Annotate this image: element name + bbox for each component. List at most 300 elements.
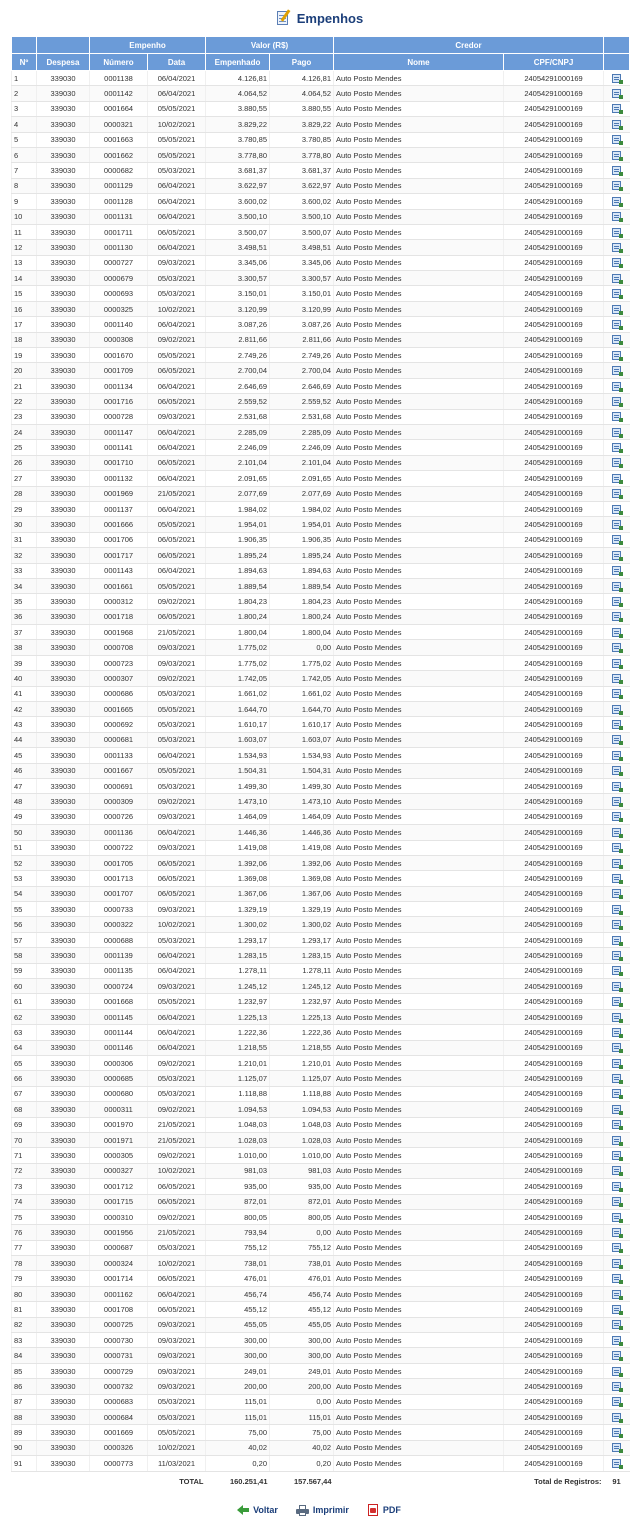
cell-action[interactable] (604, 1394, 630, 1409)
cell-action[interactable] (604, 332, 630, 347)
table-row (12, 240, 630, 255)
cell-action[interactable] (604, 578, 630, 593)
cell-action[interactable] (604, 301, 630, 316)
document-view-icon[interactable] (611, 981, 623, 992)
cell-numero: 0001133 (90, 748, 148, 763)
document-view-icon[interactable] (611, 442, 623, 453)
document-view-icon[interactable] (611, 704, 623, 715)
cell-action[interactable] (604, 1086, 630, 1101)
cell-data: 05/05/2021 (148, 702, 206, 717)
cell-action[interactable] (604, 778, 630, 793)
cell-action[interactable] (604, 1025, 630, 1040)
document-view-icon[interactable] (611, 858, 623, 869)
cell-cpf: 24054291000169 (504, 1132, 604, 1147)
cell-nome: Auto Posto Mendes (334, 1056, 504, 1071)
cell-empenhado: 1.499,30 (206, 778, 270, 793)
document-view-icon[interactable] (611, 1073, 623, 1084)
document-view-icon[interactable] (611, 319, 623, 330)
cell-n: 76 (12, 1225, 37, 1240)
cell-action[interactable] (604, 871, 630, 886)
document-view-icon[interactable] (611, 919, 623, 930)
cell-action[interactable] (604, 1440, 630, 1455)
cell-action[interactable] (604, 1333, 630, 1348)
cell-action[interactable] (604, 1271, 630, 1286)
cell-despesa: 339030 (37, 394, 90, 409)
cell-pago: 3.345,06 (270, 255, 334, 270)
cell-pago: 1.218,55 (270, 1040, 334, 1055)
cell-action[interactable] (604, 840, 630, 855)
cell-cpf: 24054291000169 (504, 763, 604, 778)
cell-nome: Auto Posto Mendes (334, 748, 504, 763)
cell-action[interactable] (604, 763, 630, 778)
cell-despesa: 339030 (37, 609, 90, 624)
cell-action[interactable] (604, 1240, 630, 1255)
document-view-icon[interactable] (611, 1289, 623, 1300)
cell-n: 56 (12, 917, 37, 932)
cell-empenhado: 4.064,52 (206, 86, 270, 101)
document-view-icon[interactable] (611, 1042, 623, 1053)
cell-action[interactable] (604, 1363, 630, 1378)
cell-numero: 0001136 (90, 825, 148, 840)
cell-action[interactable] (604, 809, 630, 824)
cell-despesa: 339030 (37, 71, 90, 86)
document-view-icon[interactable] (611, 150, 623, 161)
cell-n: 58 (12, 948, 37, 963)
table-row (12, 71, 630, 86)
document-view-icon[interactable] (611, 565, 623, 576)
document-view-icon[interactable] (611, 1104, 623, 1115)
document-view-icon[interactable] (611, 1366, 623, 1377)
document-view-icon[interactable] (611, 1181, 623, 1192)
cell-action[interactable] (604, 517, 630, 532)
table-row (12, 917, 630, 932)
cell-action[interactable] (604, 178, 630, 193)
document-view-icon[interactable] (611, 381, 623, 392)
cell-action[interactable] (604, 1209, 630, 1224)
cell-numero: 0001140 (90, 317, 148, 332)
document-view-icon[interactable] (611, 519, 623, 530)
document-view-icon[interactable] (611, 242, 623, 253)
table-row (12, 825, 630, 840)
cell-action[interactable] (604, 686, 630, 701)
cell-cpf: 24054291000169 (504, 855, 604, 870)
cell-action[interactable] (604, 1040, 630, 1055)
cell-action[interactable] (604, 271, 630, 286)
document-view-icon[interactable] (611, 642, 623, 653)
document-view-icon[interactable] (611, 427, 623, 438)
cell-action[interactable] (604, 932, 630, 947)
cell-despesa: 339030 (37, 794, 90, 809)
cell-n: 19 (12, 348, 37, 363)
cell-despesa: 339030 (37, 1302, 90, 1317)
cell-empenhado: 1.283,15 (206, 948, 270, 963)
cell-action[interactable] (604, 948, 630, 963)
cell-action[interactable] (604, 286, 630, 301)
cell-action[interactable] (604, 1117, 630, 1132)
cell-pago: 2.091,65 (270, 471, 334, 486)
cell-n: 72 (12, 1163, 37, 1178)
cell-action[interactable] (604, 224, 630, 239)
cell-data: 09/02/2021 (148, 594, 206, 609)
document-view-icon[interactable] (611, 1027, 623, 1038)
cell-action[interactable] (604, 455, 630, 470)
cell-numero: 0001709 (90, 363, 148, 378)
document-view-icon[interactable] (611, 350, 623, 361)
cell-action[interactable] (604, 1425, 630, 1440)
cell-numero: 0001971 (90, 1132, 148, 1147)
table-row (12, 1363, 630, 1378)
cell-action[interactable] (604, 378, 630, 393)
document-view-icon[interactable] (611, 73, 623, 84)
table-row (12, 1240, 630, 1255)
document-view-icon[interactable] (611, 1442, 623, 1453)
document-view-icon[interactable] (611, 827, 623, 838)
table-row (12, 286, 630, 301)
cell-action[interactable] (604, 1409, 630, 1424)
cell-action[interactable] (604, 1148, 630, 1163)
document-view-icon[interactable] (611, 1135, 623, 1146)
cell-cpf: 24054291000169 (504, 532, 604, 547)
document-view-icon[interactable] (611, 134, 623, 145)
table-row (12, 1209, 630, 1224)
cell-action[interactable] (604, 194, 630, 209)
cell-action[interactable] (604, 532, 630, 547)
cell-pago: 2.285,09 (270, 424, 334, 439)
document-view-icon[interactable] (611, 719, 623, 730)
cell-nome: Auto Posto Mendes (334, 840, 504, 855)
cell-action[interactable] (604, 1132, 630, 1147)
document-view-icon[interactable] (611, 103, 623, 114)
cell-numero: 0001710 (90, 455, 148, 470)
document-view-icon[interactable] (611, 334, 623, 345)
cell-despesa: 339030 (37, 471, 90, 486)
cell-numero: 0000724 (90, 979, 148, 994)
cell-nome: Auto Posto Mendes (334, 117, 504, 132)
cell-action[interactable] (604, 855, 630, 870)
cell-action[interactable] (604, 501, 630, 516)
cell-data: 09/02/2021 (148, 1102, 206, 1117)
cell-action[interactable] (604, 132, 630, 147)
cell-data: 05/05/2021 (148, 994, 206, 1009)
cell-numero: 0000321 (90, 117, 148, 132)
document-view-icon[interactable] (611, 457, 623, 468)
cell-data: 05/03/2021 (148, 932, 206, 947)
cell-nome: Auto Posto Mendes (334, 1194, 504, 1209)
document-view-icon[interactable] (611, 1150, 623, 1161)
cell-numero: 0001662 (90, 147, 148, 162)
cell-action[interactable] (604, 640, 630, 655)
cell-action[interactable] (604, 979, 630, 994)
cell-action[interactable] (604, 255, 630, 270)
cell-action[interactable] (604, 409, 630, 424)
cell-action[interactable] (604, 1163, 630, 1178)
cell-action[interactable] (604, 594, 630, 609)
document-view-icon[interactable] (611, 196, 623, 207)
cell-action[interactable] (604, 240, 630, 255)
document-view-icon[interactable] (611, 1058, 623, 1069)
cell-data: 09/03/2021 (148, 979, 206, 994)
document-view-icon[interactable] (611, 1412, 623, 1423)
cell-numero: 0000324 (90, 1256, 148, 1271)
document-view-icon[interactable] (611, 1258, 623, 1269)
document-view-icon[interactable] (611, 688, 623, 699)
cell-action[interactable] (604, 424, 630, 439)
cell-numero: 0001130 (90, 240, 148, 255)
cell-nome: Auto Posto Mendes (334, 71, 504, 86)
document-view-icon[interactable] (611, 257, 623, 268)
cell-nome: Auto Posto Mendes (334, 532, 504, 547)
cell-action[interactable] (604, 1071, 630, 1086)
cell-action[interactable] (604, 671, 630, 686)
document-view-icon[interactable] (611, 781, 623, 792)
document-view-icon[interactable] (611, 1396, 623, 1407)
cell-cpf: 24054291000169 (504, 486, 604, 501)
document-view-icon[interactable] (611, 1319, 623, 1330)
cell-empenhado: 1.367,06 (206, 886, 270, 901)
cell-numero: 0000311 (90, 1102, 148, 1117)
cell-action[interactable] (604, 1302, 630, 1317)
cell-nome: Auto Posto Mendes (334, 440, 504, 455)
document-view-icon[interactable] (611, 550, 623, 561)
document-view-icon[interactable] (611, 504, 623, 515)
table-row (12, 501, 630, 516)
document-view-icon[interactable] (611, 596, 623, 607)
cell-despesa: 339030 (37, 578, 90, 593)
cell-pago: 1.446,36 (270, 825, 334, 840)
cell-numero: 0001132 (90, 471, 148, 486)
cell-action[interactable] (604, 1102, 630, 1117)
document-view-icon[interactable] (611, 581, 623, 592)
cell-despesa: 339030 (37, 886, 90, 901)
cell-pago: 1.800,24 (270, 609, 334, 624)
document-view-icon[interactable] (611, 119, 623, 130)
cell-action[interactable] (604, 917, 630, 932)
cell-despesa: 339030 (37, 194, 90, 209)
cell-n: 20 (12, 363, 37, 378)
document-view-icon[interactable] (611, 842, 623, 853)
cell-data: 05/05/2021 (148, 578, 206, 593)
document-view-icon[interactable] (611, 488, 623, 499)
document-view-icon[interactable] (611, 180, 623, 191)
cell-action[interactable] (604, 717, 630, 732)
cell-action[interactable] (604, 748, 630, 763)
cell-action[interactable] (604, 1256, 630, 1271)
cell-cpf: 24054291000169 (504, 640, 604, 655)
document-view-icon[interactable] (611, 627, 623, 638)
cell-n: 37 (12, 625, 37, 640)
cell-empenhado: 40,02 (206, 1440, 270, 1455)
document-view-icon[interactable] (611, 965, 623, 976)
document-view-icon[interactable] (611, 211, 623, 222)
document-view-icon[interactable] (611, 473, 623, 484)
document-view-icon[interactable] (611, 1165, 623, 1176)
document-view-icon[interactable] (611, 1212, 623, 1223)
document-view-icon[interactable] (611, 1012, 623, 1023)
cell-n: 3 (12, 101, 37, 116)
cell-pago: 1.048,03 (270, 1117, 334, 1132)
cell-action[interactable] (604, 1056, 630, 1071)
table-row (12, 1333, 630, 1348)
cell-nome: Auto Posto Mendes (334, 317, 504, 332)
print-button[interactable] (296, 1505, 349, 1516)
cell-despesa: 339030 (37, 994, 90, 1009)
cell-action[interactable] (604, 1194, 630, 1209)
cell-despesa: 339030 (37, 902, 90, 917)
cell-despesa: 339030 (37, 1179, 90, 1194)
document-view-icon[interactable] (611, 904, 623, 915)
document-view-icon[interactable] (611, 1273, 623, 1284)
cell-pago: 1.118,88 (270, 1086, 334, 1101)
cell-action[interactable] (604, 163, 630, 178)
cell-action[interactable] (604, 655, 630, 670)
cell-action[interactable] (604, 117, 630, 132)
cell-nome: Auto Posto Mendes (334, 1071, 504, 1086)
document-view-icon[interactable] (611, 1242, 623, 1253)
cell-cpf: 24054291000169 (504, 163, 604, 178)
cell-action[interactable] (604, 625, 630, 640)
cell-action[interactable] (604, 317, 630, 332)
cell-data: 05/03/2021 (148, 778, 206, 793)
cell-action[interactable] (604, 471, 630, 486)
document-view-icon[interactable] (611, 996, 623, 1007)
cell-empenhado: 1.889,54 (206, 578, 270, 593)
cell-numero: 0000725 (90, 1317, 148, 1332)
cell-action[interactable] (604, 825, 630, 840)
cell-despesa: 339030 (37, 132, 90, 147)
cell-numero: 0001143 (90, 563, 148, 578)
document-view-icon[interactable] (611, 1196, 623, 1207)
cell-despesa: 339030 (37, 1256, 90, 1271)
document-view-icon[interactable] (611, 1227, 623, 1238)
cell-action[interactable] (604, 147, 630, 162)
cell-empenhado: 1.742,05 (206, 671, 270, 686)
cell-action[interactable] (604, 394, 630, 409)
table-row (12, 363, 630, 378)
cell-numero: 0000708 (90, 640, 148, 655)
cell-numero: 0000322 (90, 917, 148, 932)
cell-action[interactable] (604, 563, 630, 578)
table-row (12, 1302, 630, 1317)
document-view-icon[interactable] (611, 165, 623, 176)
cell-empenhado: 3.600,02 (206, 194, 270, 209)
document-view-icon[interactable] (611, 734, 623, 745)
document-view-icon[interactable] (611, 1458, 623, 1469)
cell-action[interactable] (604, 794, 630, 809)
cell-action[interactable] (604, 1456, 630, 1471)
cell-empenhado: 3.300,57 (206, 271, 270, 286)
cell-action[interactable] (604, 1179, 630, 1194)
cell-empenhado: 1.906,35 (206, 532, 270, 547)
cell-action[interactable] (604, 963, 630, 978)
cell-action[interactable] (604, 486, 630, 501)
document-view-icon[interactable] (611, 1088, 623, 1099)
cell-action[interactable] (604, 101, 630, 116)
document-view-icon[interactable] (611, 88, 623, 99)
cell-action[interactable] (604, 1348, 630, 1363)
cell-despesa: 339030 (37, 763, 90, 778)
document-view-icon[interactable] (611, 411, 623, 422)
document-view-icon[interactable] (611, 396, 623, 407)
cell-action[interactable] (604, 209, 630, 224)
print-label: Imprimir (312, 1505, 349, 1516)
cell-action[interactable] (604, 702, 630, 717)
document-view-icon[interactable] (611, 1427, 623, 1438)
cell-action[interactable] (604, 71, 630, 86)
cell-action[interactable] (604, 1225, 630, 1240)
cell-nome: Auto Posto Mendes (334, 1394, 504, 1409)
document-view-icon[interactable] (611, 950, 623, 961)
cell-numero: 0001668 (90, 994, 148, 1009)
cell-numero: 0001139 (90, 948, 148, 963)
cell-cpf: 24054291000169 (504, 394, 604, 409)
cell-pago: 3.498,51 (270, 240, 334, 255)
document-view-icon[interactable] (611, 873, 623, 884)
document-view-icon[interactable] (611, 1335, 623, 1346)
table-row (12, 702, 630, 717)
document-view-icon[interactable] (611, 611, 623, 622)
document-view-icon[interactable] (611, 304, 623, 315)
document-view-icon[interactable] (611, 796, 623, 807)
cell-action[interactable] (604, 1379, 630, 1394)
document-view-icon[interactable] (611, 365, 623, 376)
cell-numero: 0000723 (90, 655, 148, 670)
pdf-icon (367, 1504, 379, 1516)
table-row (12, 255, 630, 270)
back-button[interactable] (237, 1505, 278, 1515)
cell-cpf: 24054291000169 (504, 101, 604, 116)
document-view-icon[interactable] (611, 658, 623, 669)
cell-data: 09/03/2021 (148, 1379, 206, 1394)
cell-action[interactable] (604, 609, 630, 624)
cell-action[interactable] (604, 902, 630, 917)
document-view-icon[interactable] (611, 288, 623, 299)
cell-action[interactable] (604, 363, 630, 378)
document-view-icon[interactable] (611, 935, 623, 946)
document-view-icon[interactable] (611, 1119, 623, 1130)
cell-action[interactable] (604, 440, 630, 455)
document-view-icon[interactable] (611, 227, 623, 238)
cell-nome: Auto Posto Mendes (334, 1440, 504, 1455)
cell-action[interactable] (604, 886, 630, 901)
cell-action[interactable] (604, 1009, 630, 1024)
table-row (12, 548, 630, 563)
cell-data: 21/05/2021 (148, 1132, 206, 1147)
cell-numero: 0001146 (90, 1040, 148, 1055)
cell-empenhado: 1.610,17 (206, 717, 270, 732)
cell-numero: 0000682 (90, 163, 148, 178)
cell-action[interactable] (604, 1317, 630, 1332)
cell-nome: Auto Posto Mendes (334, 209, 504, 224)
document-view-icon[interactable] (611, 811, 623, 822)
cell-action[interactable] (604, 1286, 630, 1301)
document-view-icon[interactable] (611, 534, 623, 545)
document-view-icon[interactable] (611, 765, 623, 776)
cell-action[interactable] (604, 548, 630, 563)
cell-action[interactable] (604, 86, 630, 101)
document-view-icon[interactable] (611, 888, 623, 899)
cell-action[interactable] (604, 348, 630, 363)
document-view-icon[interactable] (611, 750, 623, 761)
document-view-icon[interactable] (611, 1350, 623, 1361)
pdf-button[interactable] (367, 1504, 401, 1516)
document-view-icon[interactable] (611, 1381, 623, 1392)
document-view-icon[interactable] (611, 1304, 623, 1315)
cell-action[interactable] (604, 732, 630, 747)
cell-n: 71 (12, 1148, 37, 1163)
document-view-icon[interactable] (611, 673, 623, 684)
cell-action[interactable] (604, 994, 630, 1009)
document-view-icon[interactable] (611, 273, 623, 284)
